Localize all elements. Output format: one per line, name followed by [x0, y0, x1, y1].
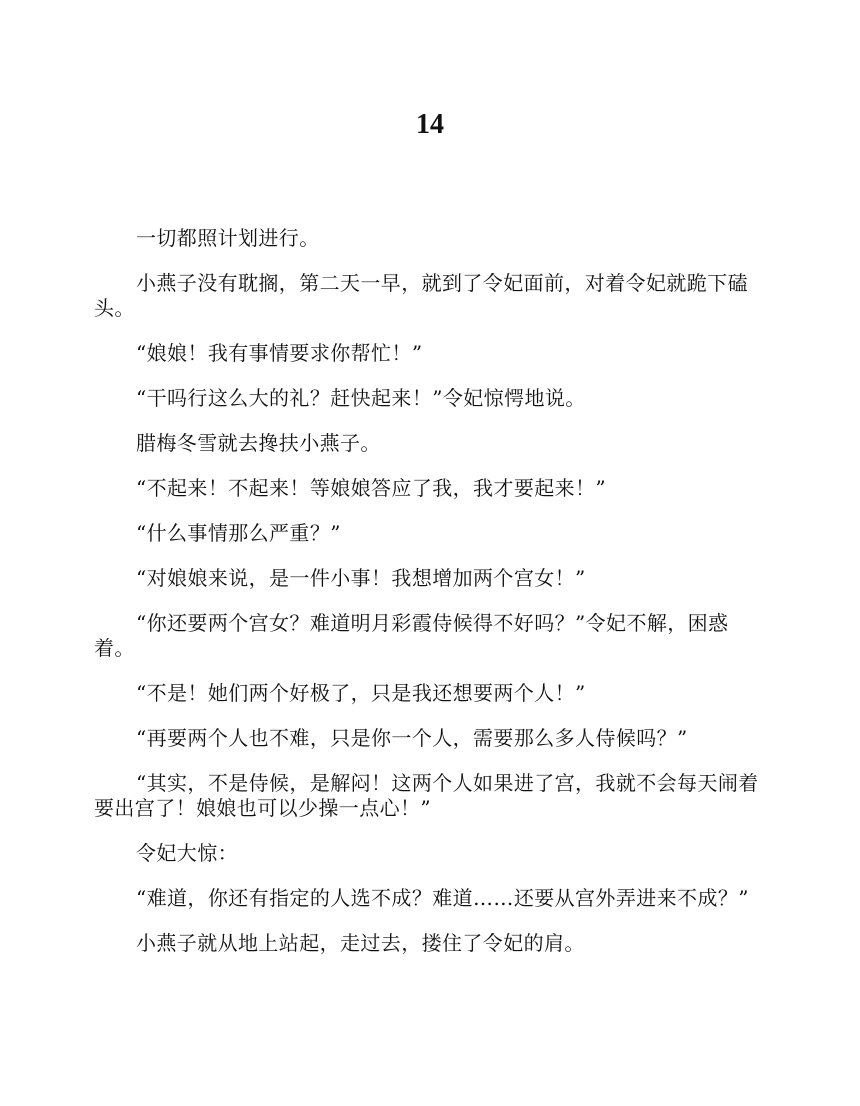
- paragraph: “其实，不是侍候，是解闷！这两个人如果进了宫，我就不会每天闹着要出宫了！娘娘也可以少操一点心！”: [94, 771, 759, 820]
- chapter-body: [94, 226, 764, 976]
- chapter-title: 14: [416, 109, 444, 140]
- paragraph: 小燕子没有耽搁，第二天一早，就到了令妃面前，对着令妃就跪下磕头。: [94, 271, 748, 320]
- paragraph: 小燕子就从地上站起，走过去，搂住了令妃的肩。: [136, 931, 585, 955]
- paragraph: “干吗行这么大的礼？赶快起来！”令妃惊愕地说。: [136, 386, 586, 410]
- paragraph: 一切都照计划进行。: [136, 226, 320, 250]
- paragraph: “再要两个人也不难，只是你一个人，需要那么多人侍候吗？”: [136, 726, 688, 750]
- paragraph: 腊梅冬雪就去搀扶小燕子。: [136, 431, 381, 455]
- paragraph: “不起来！不起来！等娘娘答应了我，我才要起来！”: [136, 476, 607, 500]
- paragraph: “什么事情那么严重？”: [136, 521, 341, 545]
- paragraph: “你还要两个宫女？难道明月彩霞侍候得不好吗？”令妃不解，困惑着。: [94, 611, 729, 660]
- paragraph: “难道，你还有指定的人选不成？难道……还要从宫外弄进来不成？”: [136, 886, 749, 910]
- paragraph: “不是！她们两个好极了，只是我还想要两个人！”: [136, 681, 586, 705]
- paragraph: “对娘娘来说，是一件小事！我想增加两个宫女！”: [136, 566, 586, 590]
- paragraph: “娘娘！我有事情要求你帮忙！”: [136, 341, 423, 365]
- paragraph: 令妃大惊：: [136, 841, 238, 865]
